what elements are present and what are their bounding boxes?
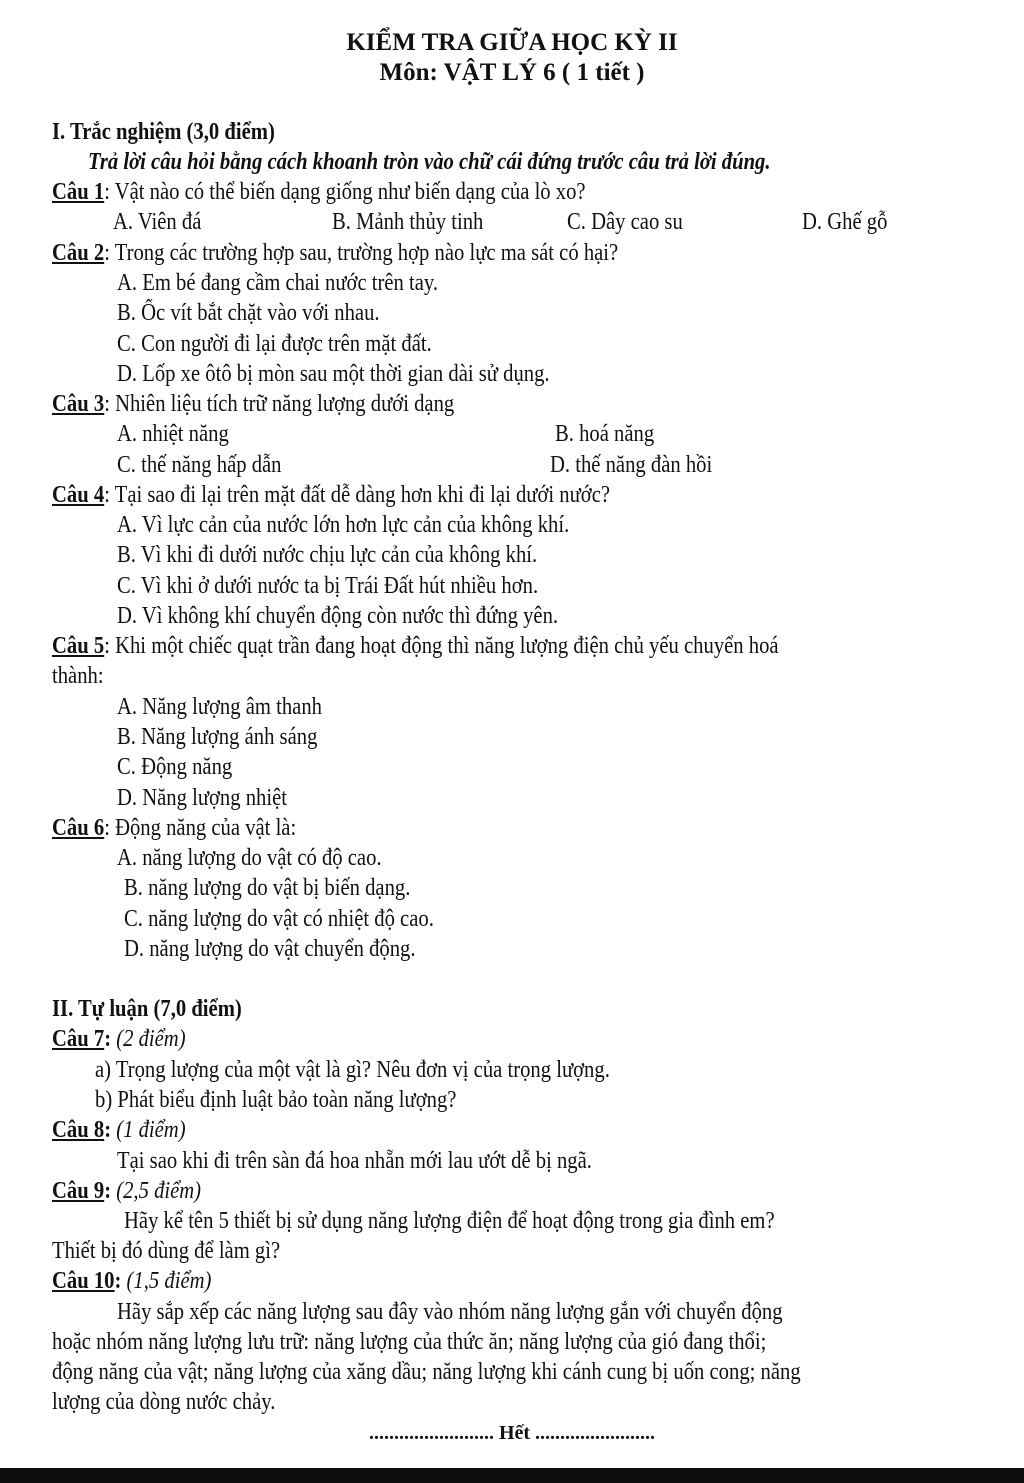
question-10-line: động năng của vật; năng lượng của xăng dầu; năng lượng khi cánh cung bị uốn cong; năng [52, 1359, 801, 1385]
option: C. thế năng hấp dẫn [117, 452, 282, 478]
question-4 [52, 480, 610, 510]
question-8-text: Tại sao khi đi trên sàn đá hoa nhẵn mới lau ướt dễ bị ngã. [117, 1148, 592, 1174]
question-label: Câu 1 [52, 179, 105, 205]
part1-instruction: Trả lời câu hỏi bằng cách khoanh tròn vào chữ cái đứng trước câu trả lời đúng. [88, 149, 771, 175]
option: A. Năng lượng âm thanh [117, 694, 322, 720]
question-label: Câu 2 [52, 240, 105, 266]
question-text: : Trong các trường hợp sau, trường hợp nào lực ma sát có hại? [104, 240, 619, 266]
part1-heading: I. Trắc nghiệm (3,0 điểm) [52, 119, 275, 145]
question-10-line: Hãy sắp xếp các năng lượng sau đây vào nhóm năng lượng gắn với chuyển động [117, 1299, 783, 1325]
option: B. Mảnh thủy tinh [332, 209, 484, 235]
option: D. thế năng đàn hồi [550, 452, 713, 478]
question-text: : Nhiên liệu tích trữ năng lượng dưới dạng [104, 391, 455, 417]
option: B. Ốc vít bắt chặt vào với nhau. [117, 300, 380, 326]
exam-title: KIỂM TRA GIỮA HỌC KỲ II [346, 29, 678, 56]
question-7a: a) Trọng lượng của một vật là gì? Nêu đơn vị của trọng lượng. [95, 1057, 610, 1083]
question-label: Câu 7 [52, 1026, 105, 1052]
option: B. Vì khi đi dưới nước chịu lực cản của không khí. [117, 542, 538, 568]
bottom-border [0, 1468, 1024, 1483]
question-10-line: hoặc nhóm năng lượng lưu trữ: năng lượng của thức ăn; năng lượng của gió đang thổi; [52, 1329, 767, 1355]
question-7: Câu 7: (2 điểm) [52, 1026, 186, 1052]
question-1 [52, 177, 586, 207]
question-10: Câu 10: (1,5 điểm) [52, 1268, 212, 1294]
question-label: Câu 10 [52, 1268, 115, 1294]
question-text: : Tại sao đi lại trên mặt đất dễ dàng hơn khi đi lại dưới nước? [104, 482, 611, 508]
question-9: Câu 9: (2,5 điểm) [52, 1178, 202, 1204]
question-text: : Khi một chiếc quạt trần đang hoạt động thì năng lượng điện chủ yếu chuyển hoá [104, 633, 779, 659]
option: D. Ghế gỗ [802, 209, 888, 235]
option: B. năng lượng do vật bị biến dạng. [124, 875, 411, 901]
question-6 [52, 813, 296, 843]
option: A. Vì lực cản của nước lớn hơn lực cản của không khí. [117, 512, 570, 538]
question-7b: b) Phát biểu định luật bảo toàn năng lượng? [95, 1087, 457, 1113]
option: A. nhiệt năng [117, 421, 229, 447]
option: D. năng lượng do vật chuyển động. [124, 936, 416, 962]
question-10-line: lượng của dòng nước chảy. [52, 1389, 276, 1415]
question-label: Câu 9 [52, 1178, 105, 1204]
question-3 [52, 389, 454, 419]
end-marker: ......................... Hết ........................ [368, 1422, 656, 1444]
option: A. Em bé đang cầm chai nước trên tay. [117, 270, 439, 296]
question-8: Câu 8: (1 điểm) [52, 1117, 186, 1143]
option: D. Lốp xe ôtô bị mòn sau một thời gian dài sử dụng. [117, 361, 550, 387]
option: C. Con người đi lại được trên mặt đất. [117, 331, 432, 357]
question-2 [52, 238, 618, 268]
part2-heading: II. Tự luận (7,0 điểm) [52, 996, 242, 1022]
option: A. Viên đá [113, 209, 202, 235]
question-text: : Vật nào có thể biến dạng giống như biến dạng của lò xo? [104, 179, 586, 205]
question-9-line1: Hãy kể tên 5 thiết bị sử dụng năng lượng điện để hoạt động trong gia đình em? [124, 1208, 775, 1234]
option: B. Năng lượng ánh sáng [117, 724, 318, 750]
option: C. Dây cao su [567, 209, 683, 235]
option: D. Năng lượng nhiệt [117, 785, 287, 811]
question-text: : Động năng của vật là: [104, 815, 297, 841]
question-label: Câu 4 [52, 482, 105, 508]
question-points: (2,5 điểm) [116, 1178, 202, 1204]
option: C. Vì khi ở dưới nước ta bị Trái Đất hút nhiều hơn. [117, 573, 539, 599]
question-label: Câu 6 [52, 815, 105, 841]
option: C. năng lượng do vật có nhiệt độ cao. [124, 906, 434, 932]
question-text-continued: thành: [52, 663, 104, 689]
exam-subject: Môn: VẬT LÝ 6 ( 1 tiết ) [379, 59, 645, 86]
question-5 [52, 631, 779, 661]
question-label: Câu 5 [52, 633, 105, 659]
option: B. hoá năng [555, 421, 655, 447]
question-9-line2: Thiết bị đó dùng để làm gì? [52, 1238, 281, 1264]
option: A. năng lượng do vật có độ cao. [117, 845, 382, 871]
question-points: (1,5 điểm) [126, 1268, 212, 1294]
question-label: Câu 3 [52, 391, 105, 417]
question-points: (2 điểm) [116, 1026, 186, 1052]
option: C. Động năng [117, 754, 233, 780]
question-label: Câu 8 [52, 1117, 105, 1143]
question-points: (1 điểm) [116, 1117, 186, 1143]
option: D. Vì không khí chuyển động còn nước thì đứng yên. [117, 603, 559, 629]
